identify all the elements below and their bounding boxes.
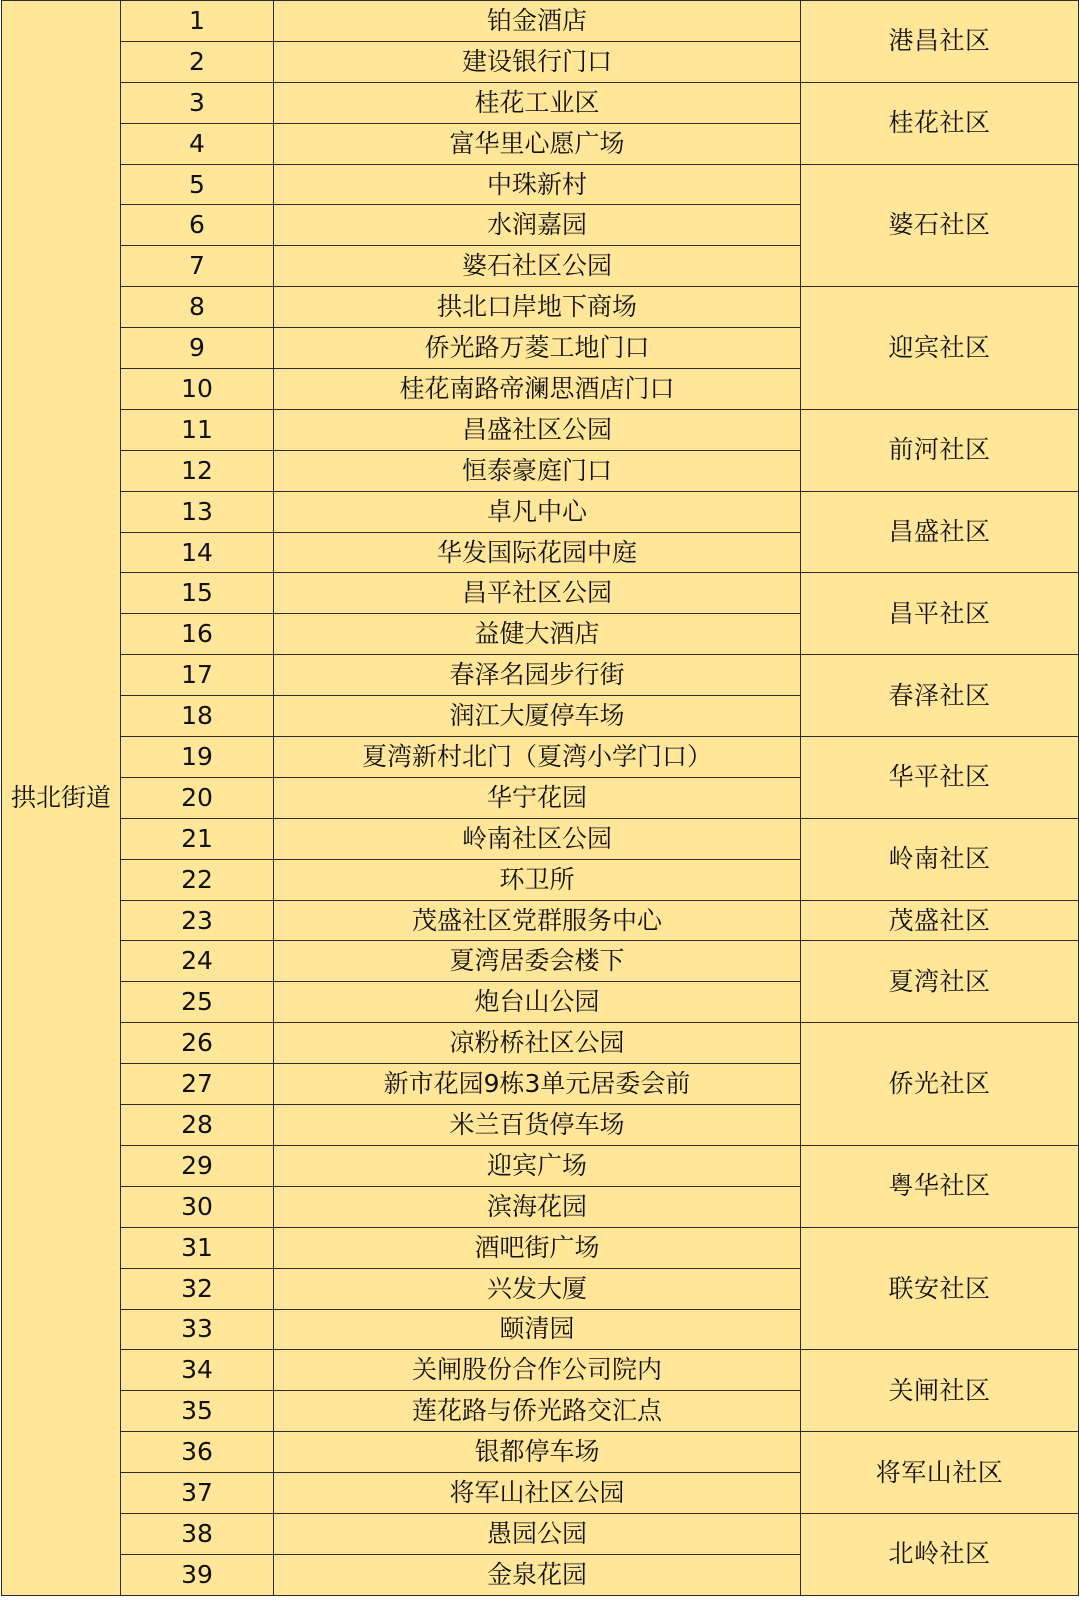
street-name-cell[interactable]: 拱北街道 [2, 1, 121, 1596]
location-cell[interactable]: 夏湾居委会楼下 [274, 941, 801, 982]
row-number-cell[interactable]: 5 [121, 164, 274, 205]
table-row [2, 737, 1079, 778]
community-cell[interactable]: 桂花社区 [801, 82, 1079, 164]
community-cell[interactable]: 婆石社区 [801, 164, 1079, 287]
location-cell[interactable]: 关闸股份合作公司院内 [274, 1350, 801, 1391]
location-cell[interactable]: 昌平社区公园 [274, 573, 801, 614]
location-cell[interactable]: 益健大酒店 [274, 614, 801, 655]
row-number-cell[interactable]: 12 [121, 450, 274, 491]
site-list-table [1, 0, 1079, 1596]
row-number-cell[interactable]: 6 [121, 205, 274, 246]
location-cell[interactable]: 恒泰豪庭门口 [274, 450, 801, 491]
row-number-cell[interactable]: 15 [121, 573, 274, 614]
location-cell[interactable]: 建设银行门口 [274, 41, 801, 82]
community-cell[interactable]: 侨光社区 [801, 1023, 1079, 1146]
table-row [2, 1513, 1079, 1554]
row-number-cell[interactable]: 29 [121, 1145, 274, 1186]
community-cell[interactable]: 迎宾社区 [801, 287, 1079, 410]
location-cell[interactable]: 迎宾广场 [274, 1145, 801, 1186]
location-cell[interactable]: 昌盛社区公园 [274, 409, 801, 450]
community-cell[interactable]: 将军山社区 [801, 1432, 1079, 1514]
row-number-cell[interactable]: 18 [121, 696, 274, 737]
table-body [2, 1, 1079, 1596]
row-number-cell[interactable]: 26 [121, 1023, 274, 1064]
community-cell[interactable]: 关闸社区 [801, 1350, 1079, 1432]
table-row [2, 1432, 1079, 1473]
row-number-cell[interactable]: 11 [121, 409, 274, 450]
row-number-cell[interactable]: 16 [121, 614, 274, 655]
row-number-cell[interactable]: 4 [121, 123, 274, 164]
location-cell[interactable]: 春泽名园步行街 [274, 655, 801, 696]
row-number-cell[interactable]: 36 [121, 1432, 274, 1473]
row-number-cell[interactable]: 22 [121, 859, 274, 900]
table-row [2, 655, 1079, 696]
location-cell[interactable]: 中珠新村 [274, 164, 801, 205]
row-number-cell[interactable]: 32 [121, 1268, 274, 1309]
table-row [2, 409, 1079, 450]
table-row [2, 1350, 1079, 1391]
table-row [2, 82, 1079, 123]
row-number-cell[interactable]: 1 [121, 1, 274, 42]
table-row [2, 1, 1079, 42]
location-cell[interactable]: 滨海花园 [274, 1186, 801, 1227]
location-cell[interactable]: 凉粉桥社区公园 [274, 1023, 801, 1064]
row-number-cell[interactable]: 10 [121, 369, 274, 410]
location-cell[interactable]: 拱北口岸地下商场 [274, 287, 801, 328]
row-number-cell[interactable]: 37 [121, 1473, 274, 1514]
community-cell[interactable]: 港昌社区 [801, 1, 1079, 83]
row-number-cell[interactable]: 17 [121, 655, 274, 696]
row-number-cell[interactable]: 27 [121, 1064, 274, 1105]
community-cell[interactable]: 春泽社区 [801, 655, 1079, 737]
row-number-cell[interactable]: 14 [121, 532, 274, 573]
row-number-cell[interactable]: 9 [121, 328, 274, 369]
location-cell[interactable]: 兴发大厦 [274, 1268, 801, 1309]
location-cell[interactable]: 润江大厦停车场 [274, 696, 801, 737]
location-cell[interactable]: 新市花园9栋3单元居委会前 [274, 1064, 801, 1105]
row-number-cell[interactable]: 20 [121, 777, 274, 818]
table-row [2, 287, 1079, 328]
row-number-cell[interactable]: 19 [121, 737, 274, 778]
community-cell[interactable]: 昌平社区 [801, 573, 1079, 655]
location-cell[interactable]: 卓凡中心 [274, 491, 801, 532]
location-cell[interactable]: 酒吧街广场 [274, 1227, 801, 1268]
location-cell[interactable]: 桂花工业区 [274, 82, 801, 123]
location-cell[interactable]: 水润嘉园 [274, 205, 801, 246]
row-number-cell[interactable]: 38 [121, 1513, 274, 1554]
location-cell[interactable]: 华宁花园 [274, 777, 801, 818]
row-number-cell[interactable]: 30 [121, 1186, 274, 1227]
location-cell[interactable]: 夏湾新村北门（夏湾小学门口） [274, 737, 801, 778]
location-cell[interactable]: 茂盛社区党群服务中心 [274, 900, 801, 941]
row-number-cell[interactable]: 34 [121, 1350, 274, 1391]
table-row [2, 941, 1079, 982]
community-cell[interactable]: 北岭社区 [801, 1513, 1079, 1595]
row-number-cell[interactable]: 33 [121, 1309, 274, 1350]
location-cell[interactable]: 愚园公园 [274, 1513, 801, 1554]
row-number-cell[interactable]: 28 [121, 1105, 274, 1146]
row-number-cell[interactable]: 35 [121, 1391, 274, 1432]
table-row [2, 491, 1079, 532]
location-cell[interactable]: 环卫所 [274, 859, 801, 900]
location-cell[interactable]: 将军山社区公园 [274, 1473, 801, 1514]
table-row [2, 164, 1079, 205]
row-number-cell[interactable]: 13 [121, 491, 274, 532]
row-number-cell[interactable]: 39 [121, 1554, 274, 1595]
community-cell[interactable]: 茂盛社区 [801, 900, 1079, 941]
location-cell[interactable]: 桂花南路帝澜思酒店门口 [274, 369, 801, 410]
community-cell[interactable]: 联安社区 [801, 1227, 1079, 1350]
row-number-cell[interactable]: 2 [121, 41, 274, 82]
location-cell[interactable]: 侨光路万菱工地门口 [274, 328, 801, 369]
row-number-cell[interactable]: 23 [121, 900, 274, 941]
table-row [2, 1227, 1079, 1268]
row-number-cell[interactable]: 7 [121, 246, 274, 287]
location-cell[interactable]: 华发国际花园中庭 [274, 532, 801, 573]
community-cell[interactable]: 昌盛社区 [801, 491, 1079, 573]
location-cell[interactable]: 婆石社区公园 [274, 246, 801, 287]
row-number-cell[interactable]: 31 [121, 1227, 274, 1268]
community-cell[interactable]: 夏湾社区 [801, 941, 1079, 1023]
table-row [2, 818, 1079, 859]
table-row [2, 1145, 1079, 1186]
table-row [2, 1023, 1079, 1064]
location-cell[interactable]: 银都停车场 [274, 1432, 801, 1473]
table-row [2, 573, 1079, 614]
row-number-cell[interactable]: 8 [121, 287, 274, 328]
table-row [2, 900, 1079, 941]
location-cell[interactable]: 金泉花园 [274, 1554, 801, 1595]
location-cell[interactable]: 米兰百货停车场 [274, 1105, 801, 1146]
row-number-cell[interactable]: 24 [121, 941, 274, 982]
location-cell[interactable]: 炮台山公园 [274, 982, 801, 1023]
location-cell[interactable]: 铂金酒店 [274, 1, 801, 42]
location-cell[interactable]: 颐清园 [274, 1309, 801, 1350]
location-cell[interactable]: 莲花路与侨光路交汇点 [274, 1391, 801, 1432]
row-number-cell[interactable]: 25 [121, 982, 274, 1023]
row-number-cell[interactable]: 21 [121, 818, 274, 859]
row-number-cell[interactable]: 3 [121, 82, 274, 123]
location-cell[interactable]: 岭南社区公园 [274, 818, 801, 859]
community-cell[interactable]: 岭南社区 [801, 818, 1079, 900]
community-cell[interactable]: 粤华社区 [801, 1145, 1079, 1227]
community-cell[interactable]: 前河社区 [801, 409, 1079, 491]
location-cell[interactable]: 富华里心愿广场 [274, 123, 801, 164]
community-cell[interactable]: 华平社区 [801, 737, 1079, 819]
